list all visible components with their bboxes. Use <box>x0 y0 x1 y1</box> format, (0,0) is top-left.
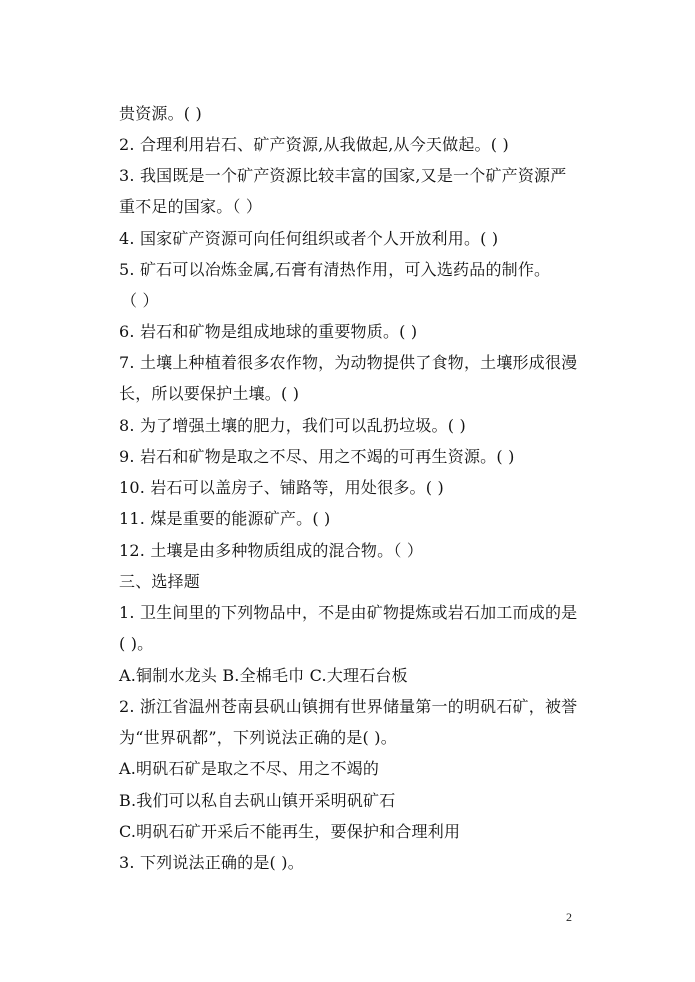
question-2-option-c: C.明矾石矿开采后不能再生，要保护和合理利用 <box>119 822 461 841</box>
question-2: 2. 浙江省温州苍南县矾山镇拥有世界储量第一的明矾石矿，被誉 <box>119 697 578 716</box>
statement-3-cont: 重不足的国家。（ ） <box>119 197 263 216</box>
question-2-option-a: A.明矾石矿是取之不尽、用之不竭的 <box>119 759 380 778</box>
page-number: 2 <box>566 910 572 924</box>
statement-2: 2. 合理利用岩石、矿产资源,从我做起,从今天做起。( ) <box>119 135 509 154</box>
question-2-option-b: B.我们可以私自去矾山镇开采明矾矿石 <box>119 791 396 810</box>
statement-4: 4. 国家矿产资源可向任何组织或者个人开放利用。( ) <box>119 229 499 248</box>
statement-7: 7. 土壤上种植着很多农作物，为动物提供了食物，土壤形成很漫 <box>119 353 578 372</box>
statement-12: 12. 土壤是由多种物质组成的混合物。（ ） <box>119 541 424 560</box>
statement-11: 11. 煤是重要的能源矿产。( ) <box>119 509 331 528</box>
statement-3: 3. 我国既是一个矿产资源比较丰富的国家,又是一个矿产资源严 <box>119 166 567 185</box>
statement-8: 8. 为了增强土壤的肥力，我们可以乱扔垃圾。( ) <box>119 416 466 435</box>
text-line: 贵资源。( ) <box>119 104 202 123</box>
section-heading: 三、选择题 <box>119 572 201 591</box>
statement-6: 6. 岩石和矿物是组成地球的重要物质。( ) <box>119 322 418 341</box>
question-3: 3. 下列说法正确的是( )。 <box>119 853 304 872</box>
statement-10: 10. 岩石可以盖房子、铺路等，用处很多。( ) <box>119 478 444 497</box>
statement-7-cont: 长，所以要保护土壤。( ) <box>119 384 300 403</box>
statement-9: 9. 岩石和矿物是取之不尽、用之不竭的可再生资源。( ) <box>119 447 515 466</box>
statement-5: 5. 矿石可以冶炼金属,石膏有清热作用，可入选药品的制作。 <box>119 260 551 279</box>
statement-5-cont: （ ） <box>121 291 159 310</box>
question-2-cont: 为“世界矾都”，下列说法正确的是( )。 <box>119 728 397 747</box>
question-1-cont: ( )。 <box>119 634 154 653</box>
question-1: 1. 卫生间里的下列物品中，不是由矿物提炼或岩石加工而成的是 <box>119 603 578 622</box>
question-1-options: A.铜制水龙头 B.全棉毛巾 C.大理石台板 <box>119 666 408 685</box>
